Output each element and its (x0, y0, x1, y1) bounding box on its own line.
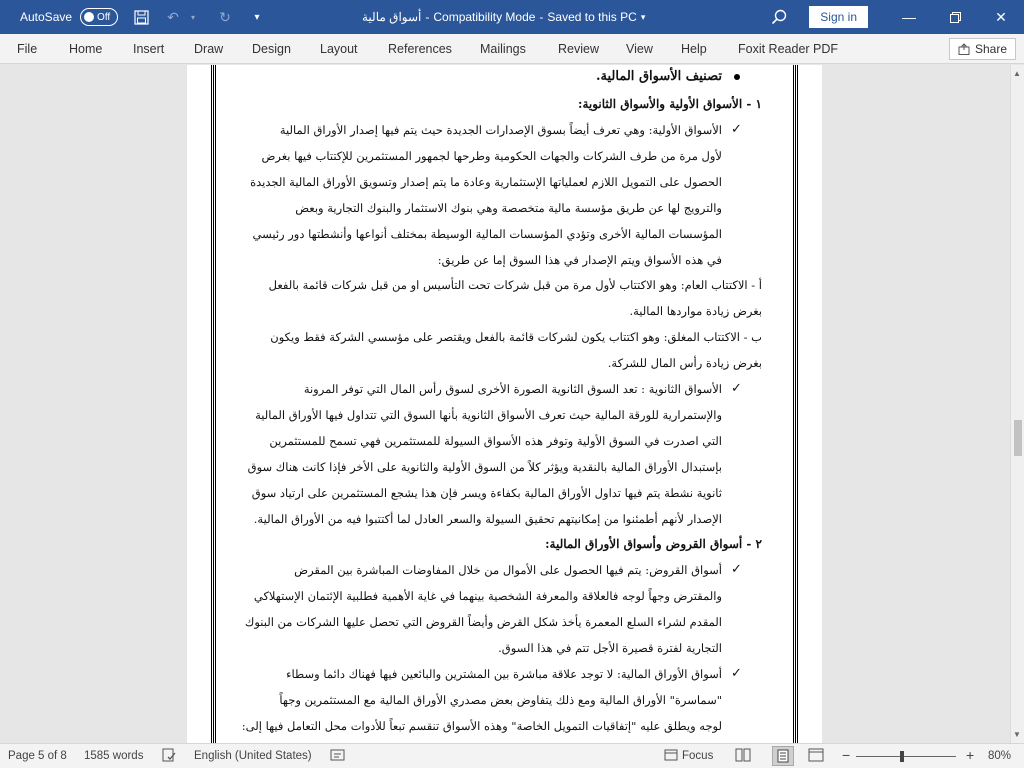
scrollbar-thumb[interactable] (1014, 420, 1022, 456)
tab-layout[interactable]: Layout (320, 42, 358, 56)
paragraph-line: ثانوية نشطة يتم فيها تداول الأوراق المالية بكفاءة ويسر فإن هذا يشجع المستثمرين على ارتياد سوق (251, 486, 722, 500)
tab-foxit-reader-pdf[interactable]: Foxit Reader PDF (738, 42, 839, 56)
word-count[interactable]: 1585 words (84, 750, 144, 762)
tab-references[interactable]: References (388, 42, 452, 56)
paragraph-line: لوجه ويطلق عليه "إتفاقيات التمويل الخاصة" وهذه الأسواق تنقسم تبعاً للأدوات محل التعامل فيها إلى: (241, 719, 722, 733)
tab-file[interactable]: File (17, 42, 38, 56)
paragraph-line: المقدم لشراء السلع المعمرة يأخذ شكل القرض وأيضاً القروض التي تحصل عليها الشركات من البنوك (244, 615, 722, 629)
language-indicator[interactable]: English (United States) (194, 750, 312, 762)
paragraph-line: بغرض زيادة رأس المال للشركة. (607, 356, 762, 370)
undo-icon[interactable]: ↶ (167, 8, 179, 25)
document-page[interactable] (187, 65, 822, 743)
checkmark-icon: ✓ (731, 562, 742, 577)
read-mode-icon[interactable] (735, 748, 751, 765)
paragraph-line: أسواق القروض: يتم فيها الحصول على الأموال من خلال المفاوضات المباشرة بين المقرض (294, 563, 722, 577)
page-indicator[interactable]: Page 5 of 8 (8, 750, 67, 762)
sign-in-button[interactable]: Sign in (809, 6, 868, 28)
scroll-up-icon[interactable]: ▲ (1013, 69, 1021, 78)
paragraph-line: بإستبدال الأوراق المالية بالنقدية ويؤثر كلاً من السوق الأولية والثانوية على الأخر فإذا كانت هناك سوق (247, 460, 722, 474)
title-bar (0, 0, 1024, 34)
paragraph-line: ب - الاكتتاب المغلق: وهو اكتتاب يكون لشركات قائمة بالفعل ويقتصر على مؤسسي الشركة فقط ويكون (270, 330, 762, 344)
tab-insert[interactable]: Insert (133, 42, 165, 56)
scroll-down-icon[interactable]: ▼ (1013, 730, 1021, 739)
vertical-scrollbar[interactable] (1010, 65, 1024, 743)
close-icon[interactable]: ✕ (995, 8, 1007, 25)
zoom-slider[interactable] (856, 756, 956, 757)
accessibility-icon[interactable] (330, 748, 345, 765)
paragraph-line: والترويج لها عن طريق مؤسسة مالية متخصصة وهي بنوك الاستثمار والبنوك التجارية وبعض (295, 201, 722, 215)
autosave-state: Off (97, 11, 111, 23)
paragraph-line: التي اصدرت في السوق الأولية وتوفر هذه الأسواق السيولة للمستثمرين فهي تسمح للمستثمرين (269, 434, 722, 448)
tab-design[interactable]: Design (252, 42, 291, 56)
tab-review[interactable]: Review (558, 42, 599, 56)
paragraph-line: والإستمرارية للورقة المالية حيث تعرف الأسواق الثانوية بأنها السوق التي تتداول فيها الأوراق المالية (255, 408, 722, 422)
share-label: Share (974, 42, 1007, 56)
paragraph-line: الإصدار لأنهم أطمئنوا من إمكانيتهم تحقيق السيولة والسعر العادل لما أكتتبوا فيه من الأوراق المالية. (253, 512, 722, 526)
title-separator: - (425, 10, 430, 24)
restore-icon[interactable] (932, 0, 978, 34)
save-status[interactable]: Saved to this PC (547, 10, 637, 24)
subheading: ٢ - أسواق القروض وأسواق الأوراق المالية: (545, 537, 762, 551)
print-layout-icon[interactable] (772, 746, 794, 766)
chevron-down-icon[interactable]: ▾ (640, 11, 646, 22)
tab-home[interactable]: Home (69, 42, 103, 56)
tab-help[interactable]: Help (681, 42, 707, 56)
paragraph-line: الأسواق الثانوية : تعد السوق الثانوية الصورة الأخرى لسوق رأس المال التي توفر المرونة (303, 382, 722, 396)
checkmark-icon: ✓ (731, 122, 742, 137)
paragraph-line: أسواق الأوراق المالية: لا توجد علاقة مباشرة بين المشترين والبائعين فيها فهناك دائما وسطاء (286, 667, 722, 681)
paragraph-line: بغرض زيادة مواردها المالية. (629, 304, 762, 318)
paragraph-line: لأول مرة من طرف الشركات والجهات الحكومية وطرحها لجمهور المستثمرين للإكتتاب فيها بغرض (261, 149, 722, 163)
subheading: ١ - الأسواق الأولية والأسواق الثانوية: (578, 97, 762, 111)
toggle-knob (84, 12, 94, 22)
paragraph-line: في هذه الأسواق ويتم الإصدار في هذا السوق إما عن طريق: (437, 253, 722, 267)
focus-icon[interactable] (664, 748, 678, 765)
focus-button[interactable]: Focus (682, 750, 714, 762)
proofing-icon[interactable] (162, 748, 176, 765)
save-icon[interactable] (132, 8, 150, 26)
document-name: أسواق مالية (362, 10, 422, 24)
share-icon (958, 43, 970, 55)
zoom-out-button[interactable]: − (842, 747, 851, 763)
zoom-in-button[interactable]: + (966, 747, 975, 763)
title-separator: - (539, 10, 544, 24)
paragraph-line: أ - الاكتتاب العام: وهو الاكتتاب لأول مرة من قبل شركات تحت التأسيس او من قبل شركات قائمة بالفعل (268, 278, 762, 292)
section-heading: تصنيف الأسواق المالية. (595, 69, 722, 84)
compatibility-mode: Compatibility Mode (433, 10, 536, 24)
zoom-level[interactable]: 80% (988, 750, 1012, 762)
status-bar (0, 743, 1024, 768)
ribbon-tabs (0, 34, 1024, 64)
autosave-label: AutoSave (20, 10, 73, 24)
tab-view[interactable]: View (626, 42, 653, 56)
zoom-slider-handle[interactable] (900, 751, 904, 762)
paragraph-line: المؤسسات المالية الأخرى وتؤدي المؤسسات المالية الوسيطة بمختلف أنواعها وأنشطتها دور رئيسي (252, 227, 722, 241)
web-layout-icon[interactable] (808, 748, 824, 765)
paragraph-line: الأسواق الأولية: وهي تعرف أيضاً بسوق الإصدارات الجديدة حيث يتم فيها إصدار الأوراق المالية (279, 123, 722, 137)
search-icon[interactable] (767, 5, 791, 29)
bullet-icon (734, 74, 740, 80)
redo-icon[interactable]: ↻ (219, 8, 231, 25)
document-area[interactable] (0, 65, 1010, 743)
share-button[interactable] (949, 38, 1016, 60)
paragraph-line: والمقترض وجهاً لوجه فالعلاقة والمعرفة الشخصية بينهما في غاية الأهمية فطلبية الإئتمان الإستهلاكي (253, 589, 722, 603)
paragraph-line: التجارية لفترة قصيرة الأجل تتم في هذا السوق. (498, 641, 722, 655)
autosave-toggle[interactable] (80, 8, 118, 26)
paragraph-line: الحصول على التمويل اللازم لعملياتها الإستثمارية وعادة ما يتم إصدار وتسويق الأوراق المالية الجديدة (250, 175, 722, 189)
window-title (362, 0, 645, 34)
undo-dropdown-icon[interactable]: ▾ (191, 12, 196, 22)
checkmark-icon: ✓ (731, 666, 742, 681)
minimize-icon[interactable]: — (902, 9, 916, 25)
tab-draw[interactable]: Draw (194, 42, 224, 56)
paragraph-line: "سماسرة" الأوراق المالية ومع ذلك يتفاوض بعض مصدري الأوراق المالية مع المستثمرين وجهاً (279, 693, 722, 707)
tab-mailings[interactable]: Mailings (480, 42, 526, 56)
checkmark-icon: ✓ (731, 381, 742, 396)
customize-toolbar-icon[interactable]: ▾ (254, 11, 260, 23)
